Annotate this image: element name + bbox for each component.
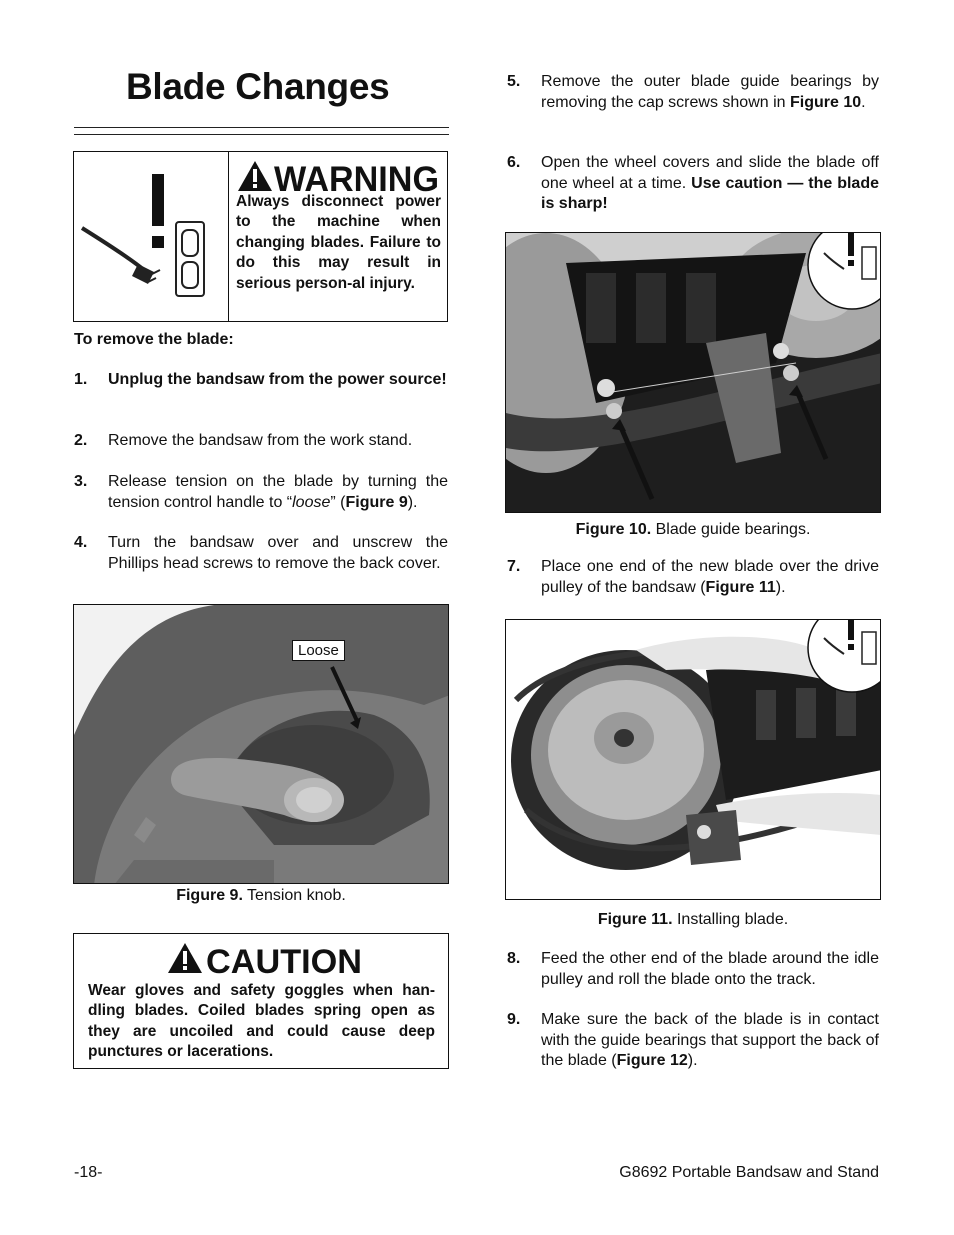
loose-label: Loose [292, 640, 345, 661]
unplug-warning-icon [74, 152, 228, 320]
step-text: Release tension on the blade by turning the tension control handle to “loose” (Figure 9). [108, 473, 448, 511]
step-number: 8. [507, 950, 521, 967]
figure-9-photo [73, 604, 449, 884]
caution-heading-text: CAUTION [206, 943, 362, 978]
step-number: 6. [507, 154, 521, 171]
remove-heading: To remove the blade: [74, 331, 234, 348]
step-text: Place one end of the new blade over the drive pulley of the bandsaw (Figure 11). [541, 558, 879, 596]
step-number: 9. [507, 1011, 521, 1028]
figure-10-caption: Figure 10. Blade guide bearings. [575, 521, 811, 538]
step-number: 7. [507, 558, 521, 575]
warning-heading-text: WARNING [274, 160, 439, 198]
step-text: Open the wheel covers and slide the blade off one wheel at a time. Use caution — the blade is sharp! [541, 154, 880, 212]
step-text: Unplug the bandsaw from the power source! [108, 371, 447, 388]
step-number: 5. [507, 73, 521, 90]
figure-10-photo [505, 232, 881, 513]
tension-knob-illustration [74, 605, 449, 884]
step-text: Turn the bandsaw over and unscrew the Phillips head screws to remove the back cover. [108, 534, 448, 572]
caution-box [73, 933, 449, 1069]
footer-product: G8692 Portable Bandsaw and Stand [619, 1164, 879, 1181]
installing-blade-illustration [506, 620, 881, 900]
caution-text: Wear gloves and safety goggles when han-dling blades. Coiled blades spring open as they are uncoiled and could cause deep punctures or lacerations. [88, 982, 435, 1061]
step-number: 2. [74, 432, 88, 449]
caution-heading [166, 938, 366, 978]
figure-9-caption: Figure 9. Tension knob. [176, 887, 346, 904]
warning-text: Always disconnect power to the machine when changing blades. Failure to do this may result in serious person-al injury. [236, 193, 441, 292]
figure-11-caption: Figure 11. Installing blade. [597, 911, 789, 928]
warning-box [73, 151, 448, 322]
blade-guide-bearings-illustration [506, 233, 881, 513]
page-number: -18- [74, 1164, 103, 1181]
step-number: 3. [74, 473, 88, 490]
title-rule-top [74, 127, 449, 128]
warning-divider [228, 152, 229, 321]
step-text: Feed the other end of the blade around the idle pulley and roll the blade onto the track. [541, 950, 879, 988]
page-title: Blade Changes [126, 66, 390, 107]
step-text: Remove the bandsaw from the work stand. [108, 432, 413, 449]
step-text: Make sure the back of the blade is in contact with the guide bearings that support the back of the blade (Figure 12). [541, 1011, 879, 1069]
title-rule-bottom [74, 134, 449, 135]
step-text: Remove the outer blade guide bearings by removing the cap screws shown in Figure 10. [541, 73, 879, 111]
step-number: 4. [74, 534, 88, 551]
figure-11-photo [505, 619, 881, 900]
step-number: 1. [74, 371, 88, 388]
